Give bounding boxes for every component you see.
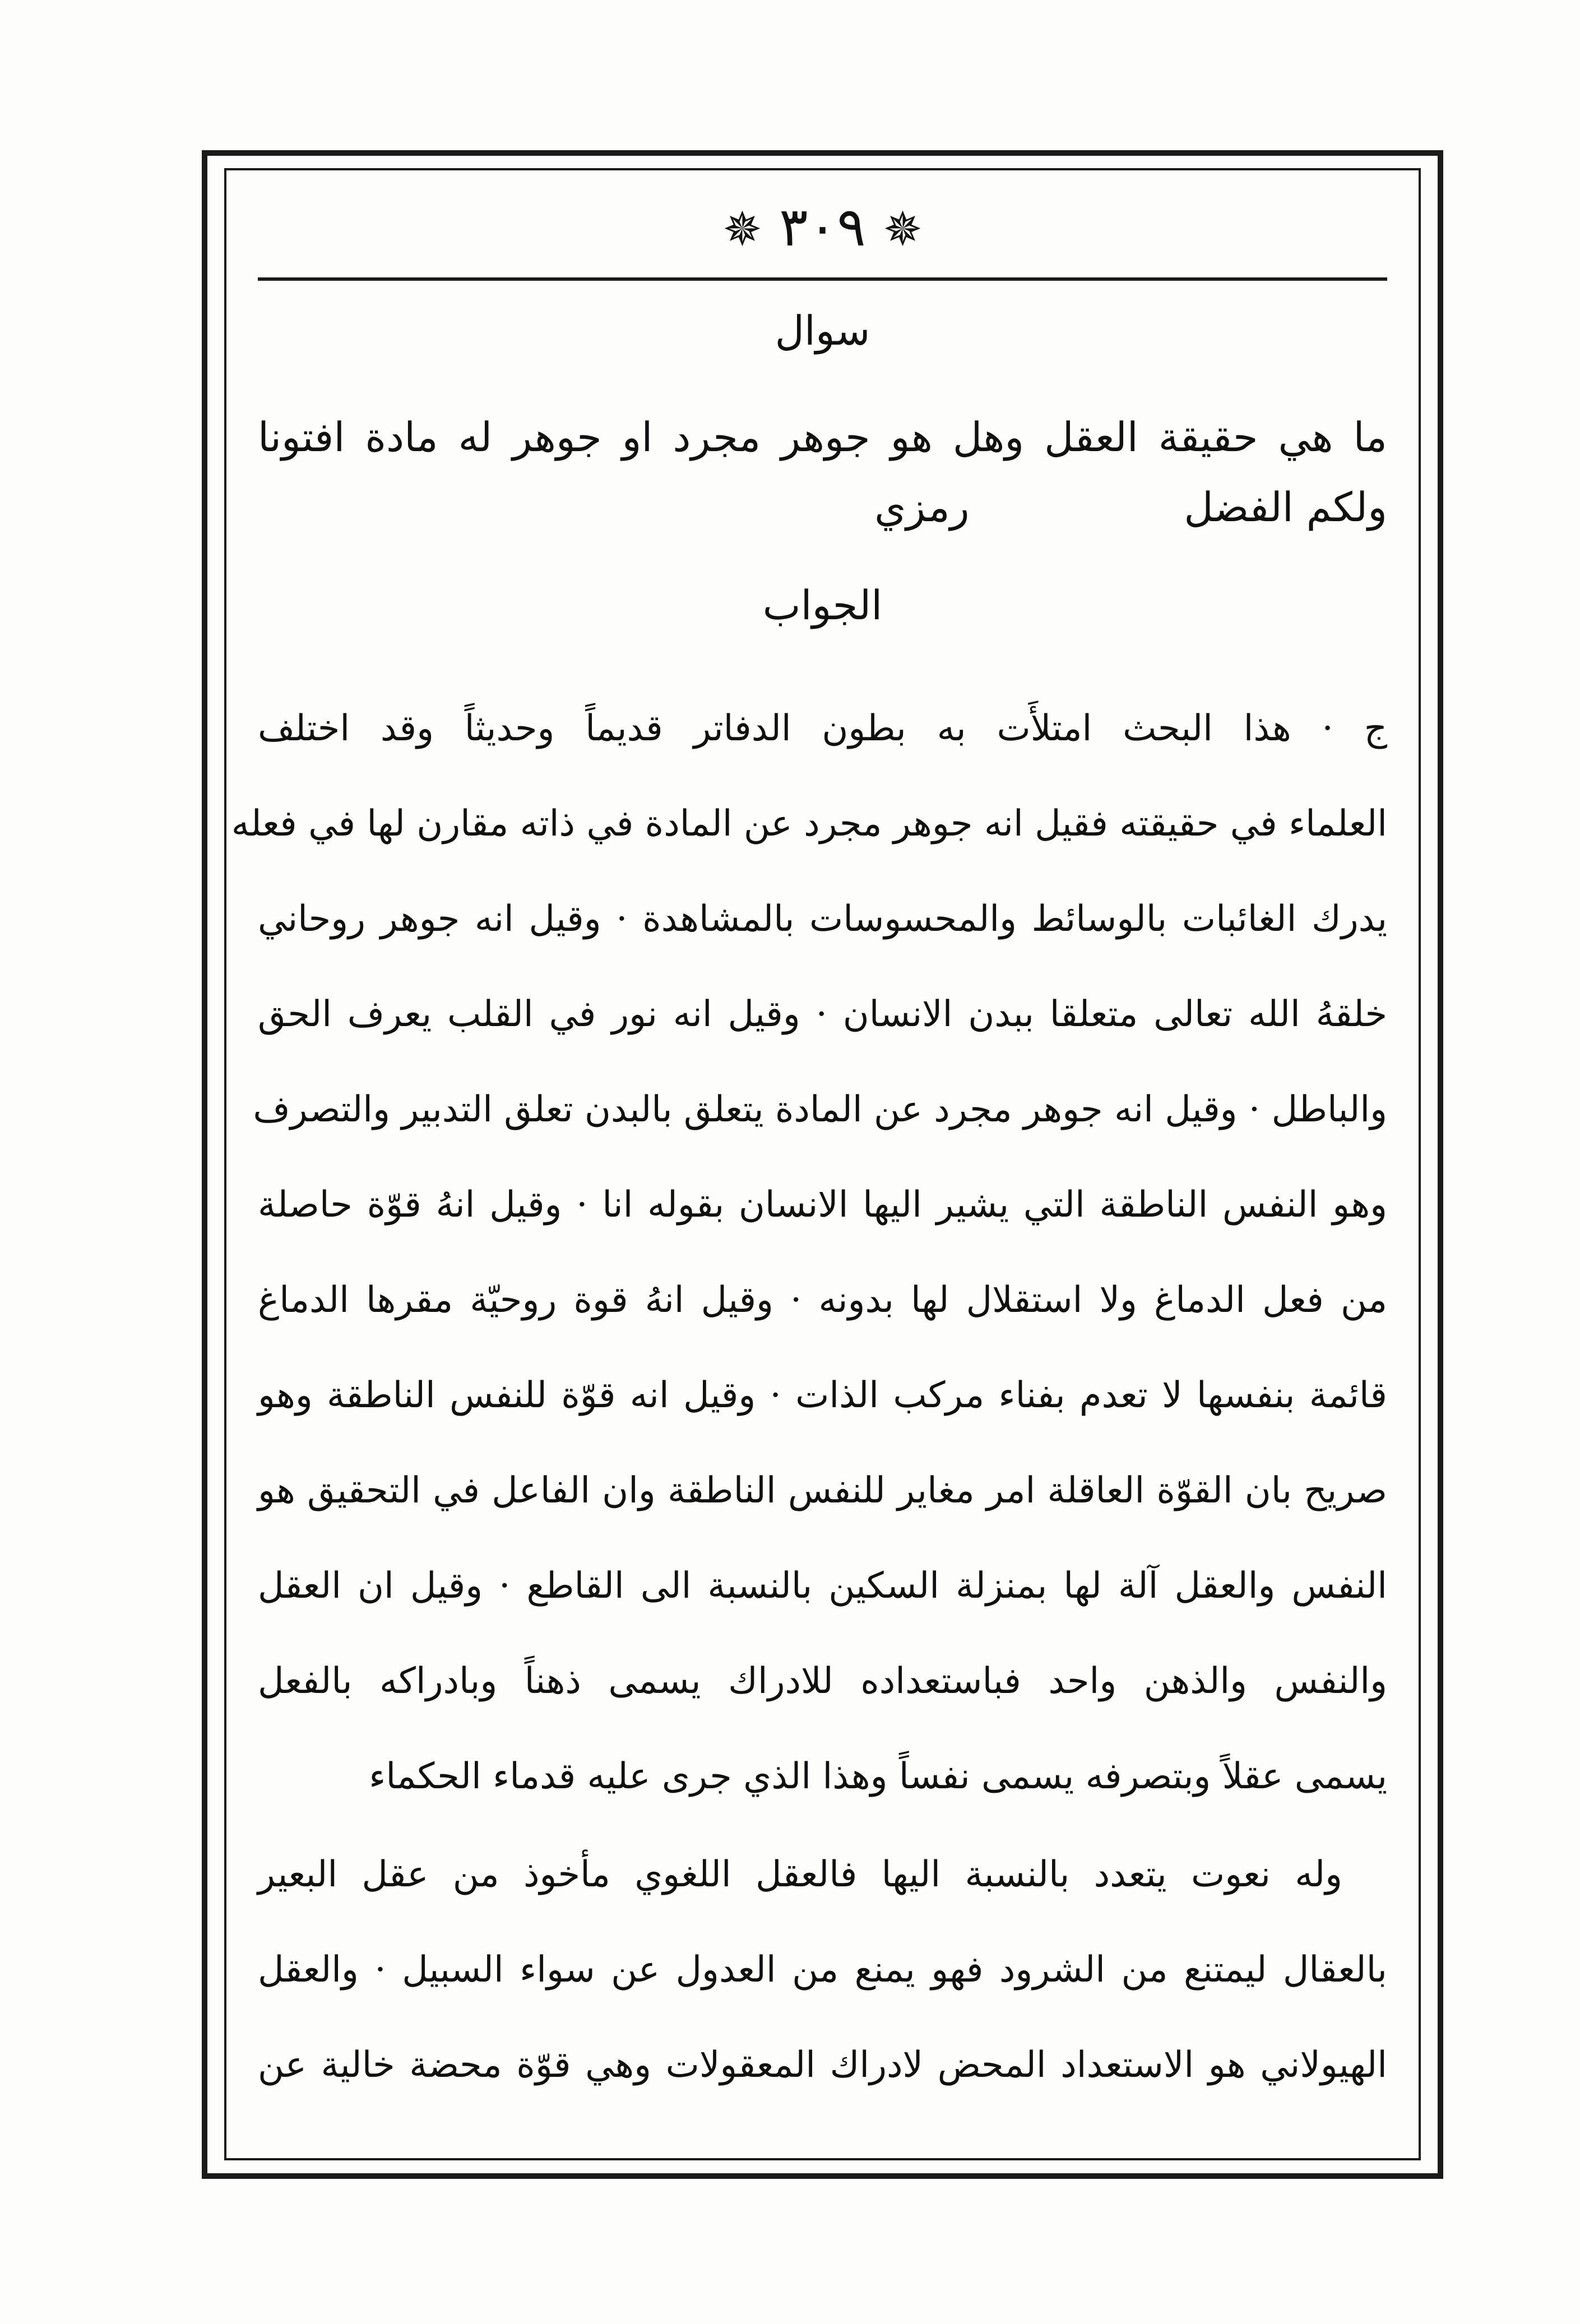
ornament-left-icon: ✵ [722,202,762,257]
answer-line: يدرك الغائبات بالوسائط والمحسوسات بالمشاهدة · وقيل انه جوهر روحاني [258,898,1387,940]
answer-line: بالعقال ليمتنع من الشرود فهو يمنع من العدول عن سواء السبيل · والعقل [258,1949,1387,1991]
question-signature: رمزي [874,484,970,531]
answer-line: ج · هذا البحث امتلأَت به بطون الدفاتر قديماً وحديثاً وقد اختلف [258,708,1388,749]
answer-line: والباطل · وقيل انه جوهر مجرد عن المادة يتعلق بالبدن تعلق التدبير والتصرف [253,1089,1387,1130]
answer-line: يسمى عقلاً وبتصرفه يسمى نفساً وهذا الذي جرى عليه قدماء الحكماء [369,1756,1387,1797]
question-heading: سوال [775,307,870,354]
answer-line: والنفس والذهن واحد فباستعداده للادراك يسمى ذهناً وبادراكه بالفعل [258,1660,1387,1702]
page-number: ٣٠٩ [779,196,866,258]
answer-line: وهو النفس الناطقة التي يشير اليها الانسان بقوله انا · وقيل انهُ قوّة حاصلة [258,1184,1388,1226]
answer-line: قائمة بنفسها لا تعدم بفناء مركب الذات · وقيل انه قوّة للنفس الناطقة وهو [258,1375,1387,1416]
answer-line: الهيولاني هو الاستعداد المحض لادراك المعقولات وهي قوّة محضة خالية عن [258,2044,1387,2086]
answer-line: وله نعوت يتعدد بالنسبة اليها فالعقل اللغوي مأخوذ من عقل البعير [258,1854,1343,1895]
answer-line: خلقهُ الله تعالى متعلقا ببدن الانسان · وقيل انه نور في القلب يعرف الحق [258,994,1387,1035]
answer-line: العلماء في حقيقته فقيل انه جوهر مجرد عن المادة في ذاته مقارن لها في فعله [231,803,1387,845]
question-closing-row [258,479,1387,535]
question-line: ولكم الفضل [1184,484,1387,531]
question-line: ما هي حقيقة العقل وهل هو جوهر مجرد او جوهر له مادة افتونا [258,414,1387,461]
ornament-right-icon: ✵ [883,202,923,257]
page-header [258,191,1387,266]
answer-line: صريح بان القوّة العاقلة امر مغاير للنفس الناطقة وان الفاعل في التحقيق هو [258,1470,1388,1511]
header-divider [258,277,1387,281]
answer-heading: الجواب [762,582,883,629]
page-content [231,174,1388,2158]
answer-line: من فعل الدماغ ولا استقلال لها بدونه · وقيل انهُ قوة روحيّة مقرها الدماغ [258,1279,1387,1321]
answer-line: النفس والعقل آلة لها بمنزلة السكين بالنسبة الى القاطع · وقيل ان العقل [258,1565,1387,1607]
